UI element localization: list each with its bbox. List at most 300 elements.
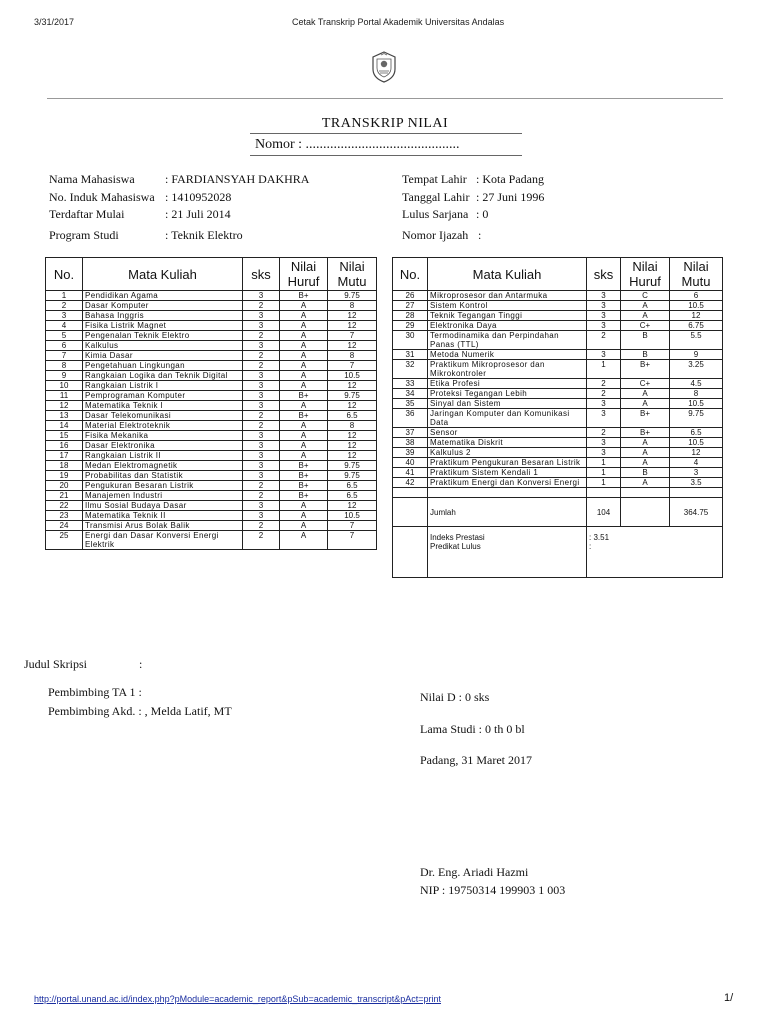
course-grade-letter: B	[621, 331, 670, 350]
course-row	[46, 521, 377, 531]
course-grade-letter: B+	[280, 411, 328, 421]
table-header-row	[46, 258, 377, 291]
course-row	[393, 360, 723, 379]
course-name: Jaringan Komputer dan Komunikasi Data	[428, 409, 587, 428]
course-grade-letter: A	[621, 301, 670, 311]
course-no: 32	[393, 360, 428, 379]
signer-nip: NIP : 19750314 199903 1 003	[420, 883, 566, 897]
diploma-number-value: :	[478, 228, 482, 242]
course-grade-points: 4.5	[670, 379, 723, 389]
course-grade-points: 12	[328, 441, 377, 451]
course-sks: 2	[243, 361, 280, 371]
course-row	[393, 478, 723, 488]
course-grade-points: 12	[670, 311, 723, 321]
course-no: 35	[393, 399, 428, 409]
signer-name: Dr. Eng. Ariadi Hazmi	[420, 865, 529, 879]
course-grade-letter: B	[621, 468, 670, 478]
course-grade-points: 7	[328, 331, 377, 341]
predicate-label: Predikat Lulus	[430, 542, 481, 551]
title-rule	[250, 133, 522, 134]
course-row	[46, 511, 377, 521]
course-sks: 3	[587, 438, 621, 448]
course-name: Dasar Telekomunikasi	[83, 411, 243, 421]
thesis-title-label: Judul Skripsi	[24, 657, 88, 671]
course-grade-points: 9.75	[328, 461, 377, 471]
course-name: Praktikum Sistem Kendali 1	[428, 468, 587, 478]
course-sks: 2	[243, 411, 280, 421]
print-title: Cetak Transkrip Portal Akademik Universitas Andalas	[292, 17, 505, 27]
course-sks: 3	[243, 401, 280, 411]
course-no: 31	[393, 350, 428, 360]
course-row	[46, 351, 377, 361]
course-grade-points: 8	[328, 301, 377, 311]
gpa-labels	[428, 527, 587, 578]
course-grade-points: 8	[328, 421, 377, 431]
course-name: Elektronika Daya	[428, 321, 587, 331]
birthdate-label: Tanggal Lahir	[402, 190, 470, 204]
course-sks: 3	[587, 350, 621, 360]
registered-label: Terdaftar Mulai	[49, 207, 125, 221]
program-label: Program Studi	[49, 228, 119, 242]
col-course-header: Mata Kuliah	[83, 258, 243, 291]
course-grade-points: 8	[670, 389, 723, 399]
gpa-values	[587, 527, 723, 578]
course-grade-points: 12	[328, 311, 377, 321]
course-no: 41	[393, 468, 428, 478]
course-grade-points: 12	[328, 341, 377, 351]
course-name: Rangkaian Logika dan Teknik Digital	[83, 371, 243, 381]
total-grade-points: 364.75	[670, 498, 723, 527]
student-id-label: No. Induk Mahasiswa	[49, 190, 155, 204]
course-grade-points: 12	[328, 401, 377, 411]
course-grade-points: 6.5	[328, 481, 377, 491]
course-no: 34	[393, 389, 428, 399]
course-name: Pendidikan Agama	[83, 291, 243, 301]
course-sks: 3	[243, 431, 280, 441]
course-sks: 2	[243, 351, 280, 361]
header-divider	[47, 98, 723, 99]
course-sks: 3	[243, 311, 280, 321]
course-row	[393, 448, 723, 458]
course-name: Probabilitas dan Statistik	[83, 471, 243, 481]
course-no: 23	[46, 511, 83, 521]
table-header-row	[393, 258, 723, 291]
course-name: Mikroprosesor dan Antarmuka	[428, 291, 587, 301]
course-name: Kimia Dasar	[83, 351, 243, 361]
course-sks: 1	[587, 468, 621, 478]
course-name: Pengukuran Besaran Listrik	[83, 481, 243, 491]
total-label: Jumlah	[428, 498, 587, 527]
course-grade-points: 6.5	[328, 411, 377, 421]
document-number: Nomor : ............................................	[255, 137, 460, 152]
course-grade-points: 6.75	[670, 321, 723, 331]
study-duration: Lama Studi : 0 th 0 bl	[420, 722, 525, 736]
course-name: Rangkaian Listrik II	[83, 451, 243, 461]
course-sks: 3	[587, 399, 621, 409]
course-no: 36	[393, 409, 428, 428]
course-grade-points: 9.75	[328, 291, 377, 301]
course-name: Metoda Numerik	[428, 350, 587, 360]
course-no: 27	[393, 301, 428, 311]
course-no: 24	[46, 521, 83, 531]
course-name: Kalkulus 2	[428, 448, 587, 458]
course-sks: 2	[243, 491, 280, 501]
course-row	[46, 471, 377, 481]
course-grade-letter: B+	[621, 360, 670, 379]
course-grade-letter: A	[621, 478, 670, 488]
course-grade-points: 6.5	[670, 428, 723, 438]
course-name: Matematika Teknik II	[83, 511, 243, 521]
course-no: 38	[393, 438, 428, 448]
course-grade-points: 8	[328, 351, 377, 361]
course-name: Teknik Tegangan Tinggi	[428, 311, 587, 321]
course-grade-letter: A	[280, 351, 328, 361]
course-name: Pengetahuan Lingkungan	[83, 361, 243, 371]
course-name: Transmisi Arus Bolak Balik	[83, 521, 243, 531]
course-grade-points: 3.25	[670, 360, 723, 379]
course-grade-points: 12	[328, 321, 377, 331]
course-name: Pemprograman Komputer	[83, 391, 243, 401]
course-sks: 3	[243, 501, 280, 511]
course-grade-letter: A	[621, 311, 670, 321]
course-row	[46, 311, 377, 321]
course-grade-letter: B+	[280, 391, 328, 401]
course-sks: 1	[587, 458, 621, 468]
course-no: 4	[46, 321, 83, 331]
course-row	[46, 361, 377, 371]
course-name: Praktikum Energi dan Konversi Energi	[428, 478, 587, 488]
birthdate-value: : 27 Juni 1996	[476, 190, 545, 204]
diploma-number-label: Nomor Ijazah	[402, 228, 469, 242]
course-grade-letter: A	[280, 421, 328, 431]
course-grade-points: 7	[328, 521, 377, 531]
university-seal-icon	[371, 51, 397, 83]
course-grade-letter: A	[280, 521, 328, 531]
course-no: 5	[46, 331, 83, 341]
course-sks: 3	[243, 341, 280, 351]
course-sks: 3	[243, 321, 280, 331]
course-no: 18	[46, 461, 83, 471]
course-row	[46, 391, 377, 401]
course-row	[46, 401, 377, 411]
course-row	[46, 531, 377, 550]
course-sks: 2	[243, 481, 280, 491]
course-sks: 2	[243, 421, 280, 431]
col-grade-letter-header: Nilai Huruf	[621, 258, 670, 291]
course-sks: 3	[587, 291, 621, 301]
course-grade-letter: A	[621, 399, 670, 409]
course-name: Dasar Komputer	[83, 301, 243, 311]
course-sks: 3	[243, 511, 280, 521]
page-number: 1/	[724, 992, 734, 1004]
course-sks: 3	[587, 321, 621, 331]
col-no-header: No.	[46, 258, 83, 291]
course-grade-points: 9.75	[328, 471, 377, 481]
course-grade-letter: B+	[280, 491, 328, 501]
course-grade-letter: A	[280, 501, 328, 511]
course-name: Bahasa Inggris	[83, 311, 243, 321]
course-grade-letter: A	[280, 331, 328, 341]
course-no: 11	[46, 391, 83, 401]
student-name-value: : FARDIANSYAH DAKHRA	[165, 172, 310, 186]
course-grade-letter: A	[280, 311, 328, 321]
place-date: Padang, 31 Maret 2017	[420, 753, 532, 767]
course-grade-letter: A	[621, 389, 670, 399]
course-no: 17	[46, 451, 83, 461]
course-row	[46, 291, 377, 301]
course-name: Fisika Mekanika	[83, 431, 243, 441]
course-no: 25	[46, 531, 83, 550]
course-grade-points: 6.5	[328, 491, 377, 501]
course-name: Energi dan Dasar Konversi Energi Elektrik	[83, 531, 243, 550]
col-grade-letter-header: Nilai Huruf	[280, 258, 328, 291]
course-name: Praktikum Mikroprosesor dan Mikrokontroler	[428, 360, 587, 379]
course-row	[393, 311, 723, 321]
course-grade-letter: A	[280, 301, 328, 311]
course-grade-letter: B+	[621, 428, 670, 438]
course-no: 6	[46, 341, 83, 351]
course-name: Matematika Teknik I	[83, 401, 243, 411]
course-name: Ilmu Sosial Budaya Dasar	[83, 501, 243, 511]
course-name: Kalkulus	[83, 341, 243, 351]
course-row	[46, 491, 377, 501]
course-name: Dasar Elektronika	[83, 441, 243, 451]
course-grade-letter: B+	[280, 471, 328, 481]
gpa-label: Indeks Prestasi	[430, 533, 485, 542]
program-value: : Teknik Elektro	[165, 228, 243, 242]
course-sks: 1	[587, 360, 621, 379]
course-row	[46, 411, 377, 421]
course-name: Sensor	[428, 428, 587, 438]
gpa-row	[393, 527, 723, 578]
course-no: 22	[46, 501, 83, 511]
course-no: 19	[46, 471, 83, 481]
number-rule	[250, 155, 522, 156]
course-grade-letter: A	[280, 321, 328, 331]
course-row	[393, 438, 723, 448]
course-grade-points: 4	[670, 458, 723, 468]
course-row	[46, 341, 377, 351]
right-course-table	[392, 257, 723, 578]
graduation-label: Lulus Sarjana	[402, 207, 469, 221]
total-sks: 104	[587, 498, 621, 527]
course-name: Pengenalan Teknik Elektro	[83, 331, 243, 341]
course-no: 28	[393, 311, 428, 321]
course-no: 9	[46, 371, 83, 381]
course-grade-letter: A	[621, 448, 670, 458]
course-row	[393, 350, 723, 360]
course-grade-points: 12	[328, 451, 377, 461]
document-title: TRANSKRIP NILAI	[321, 116, 449, 131]
course-name: Etika Profesi	[428, 379, 587, 389]
course-row	[46, 441, 377, 451]
course-name: Manajemen Industri	[83, 491, 243, 501]
course-grade-letter: A	[280, 371, 328, 381]
predicate-value: :	[589, 542, 592, 551]
academic-advisor: Pembimbing Akd. : , Melda Latif, MT	[48, 704, 232, 718]
course-no: 1	[46, 291, 83, 301]
course-row	[393, 301, 723, 311]
course-row	[393, 409, 723, 428]
course-grade-letter: A	[280, 341, 328, 351]
course-grade-points: 12	[328, 501, 377, 511]
course-row	[46, 501, 377, 511]
course-grade-letter: A	[280, 531, 328, 550]
course-grade-letter: C+	[621, 321, 670, 331]
course-grade-letter: C	[621, 291, 670, 301]
course-no: 10	[46, 381, 83, 391]
course-sks: 3	[587, 311, 621, 321]
course-row	[46, 461, 377, 471]
course-grade-points: 7	[328, 361, 377, 371]
course-sks: 2	[243, 331, 280, 341]
course-no: 21	[46, 491, 83, 501]
course-grade-points: 10.5	[670, 399, 723, 409]
course-grade-letter: A	[280, 441, 328, 451]
course-grade-points: 10.5	[328, 371, 377, 381]
course-no: 8	[46, 361, 83, 371]
course-no: 33	[393, 379, 428, 389]
course-sks: 2	[587, 331, 621, 350]
course-name: Termodinamika dan Perpindahan Panas (TTL)	[428, 331, 587, 350]
birthplace-value: : Kota Padang	[476, 172, 544, 186]
course-sks: 2	[243, 531, 280, 550]
course-sks: 3	[243, 451, 280, 461]
course-name: Praktikum Pengukuran Besaran Listrik	[428, 458, 587, 468]
col-no-header: No.	[393, 258, 428, 291]
course-grade-points: 12	[328, 431, 377, 441]
course-sks: 3	[243, 461, 280, 471]
d-grade-credits: Nilai D : 0 sks	[420, 690, 490, 704]
student-id-value: : 1410952028	[165, 190, 232, 204]
course-row	[46, 381, 377, 391]
course-sks: 3	[243, 381, 280, 391]
course-sks: 2	[243, 521, 280, 531]
course-no: 2	[46, 301, 83, 311]
course-no: 29	[393, 321, 428, 331]
gpa-value: : 3.51	[589, 533, 610, 542]
col-sks-header: sks	[243, 258, 280, 291]
course-sks: 2	[243, 301, 280, 311]
course-grade-letter: A	[280, 431, 328, 441]
course-row	[393, 428, 723, 438]
course-name: Matematika Diskrit	[428, 438, 587, 448]
course-row	[393, 331, 723, 350]
course-grade-letter: B	[621, 350, 670, 360]
course-sks: 3	[243, 471, 280, 481]
course-row	[46, 331, 377, 341]
course-grade-points: 7	[328, 531, 377, 550]
course-grade-points: 3.5	[670, 478, 723, 488]
course-name: Sistem Kontrol	[428, 301, 587, 311]
course-row	[46, 421, 377, 431]
student-name-label: Nama Mahasiswa	[49, 172, 135, 186]
course-row	[46, 321, 377, 331]
course-sks: 3	[243, 391, 280, 401]
total-row	[393, 498, 723, 527]
course-no: 42	[393, 478, 428, 488]
course-no: 12	[46, 401, 83, 411]
course-grade-points: 9.75	[670, 409, 723, 428]
print-url-link[interactable]: http://portal.unand.ac.id/index.php?pModule=academic_report&pSub=academic_transcript&pAct=print	[34, 994, 442, 1004]
course-grade-letter: A	[280, 511, 328, 521]
course-sks: 3	[243, 371, 280, 381]
left-course-table	[45, 257, 377, 550]
course-grade-letter: A	[280, 401, 328, 411]
course-no: 7	[46, 351, 83, 361]
course-grade-letter: A	[621, 458, 670, 468]
birthplace-label: Tempat Lahir	[402, 172, 467, 186]
course-row	[46, 481, 377, 491]
course-no: 30	[393, 331, 428, 350]
empty-row	[393, 488, 723, 498]
course-sks: 2	[587, 389, 621, 399]
course-no: 3	[46, 311, 83, 321]
col-grade-point-header: Nilai Mutu	[670, 258, 723, 291]
course-grade-points: 6	[670, 291, 723, 301]
course-sks: 3	[243, 291, 280, 301]
course-row	[46, 451, 377, 461]
course-sks: 1	[587, 478, 621, 488]
course-grade-points: 9.75	[328, 391, 377, 401]
course-grade-letter: B+	[621, 409, 670, 428]
col-sks-header: sks	[587, 258, 621, 291]
course-name: Material Elektroteknik	[83, 421, 243, 431]
course-row	[393, 468, 723, 478]
course-no: 39	[393, 448, 428, 458]
course-name: Proteksi Tegangan Lebih	[428, 389, 587, 399]
course-row	[393, 291, 723, 301]
course-row	[46, 301, 377, 311]
course-row	[393, 389, 723, 399]
course-sks: 2	[587, 428, 621, 438]
course-grade-letter: B+	[280, 461, 328, 471]
course-grade-points: 9	[670, 350, 723, 360]
course-grade-points: 10.5	[328, 511, 377, 521]
course-grade-points: 12	[328, 381, 377, 391]
course-sks: 3	[587, 448, 621, 458]
thesis-title-colon: :	[139, 657, 143, 671]
course-no: 13	[46, 411, 83, 421]
course-grade-points: 3	[670, 468, 723, 478]
course-no: 14	[46, 421, 83, 431]
course-grade-letter: B+	[280, 481, 328, 491]
course-row	[46, 371, 377, 381]
course-grade-letter: B+	[280, 291, 328, 301]
col-grade-point-header: Nilai Mutu	[328, 258, 377, 291]
course-row	[393, 458, 723, 468]
course-sks: 3	[587, 409, 621, 428]
course-no: 20	[46, 481, 83, 491]
course-grade-points: 5.5	[670, 331, 723, 350]
course-name: Fisika Listrik Magnet	[83, 321, 243, 331]
course-no: 37	[393, 428, 428, 438]
course-grade-letter: A	[280, 381, 328, 391]
course-no: 40	[393, 458, 428, 468]
course-no: 26	[393, 291, 428, 301]
course-row	[46, 431, 377, 441]
course-grade-letter: C+	[621, 379, 670, 389]
course-sks: 3	[243, 441, 280, 451]
course-row	[393, 379, 723, 389]
course-sks: 2	[587, 379, 621, 389]
course-name: Sinyal dan Sistem	[428, 399, 587, 409]
course-grade-points: 12	[670, 448, 723, 458]
course-name: Medan Elektromagnetik	[83, 461, 243, 471]
course-row	[393, 321, 723, 331]
col-course-header: Mata Kuliah	[428, 258, 587, 291]
course-name: Rangkaian Listrik I	[83, 381, 243, 391]
